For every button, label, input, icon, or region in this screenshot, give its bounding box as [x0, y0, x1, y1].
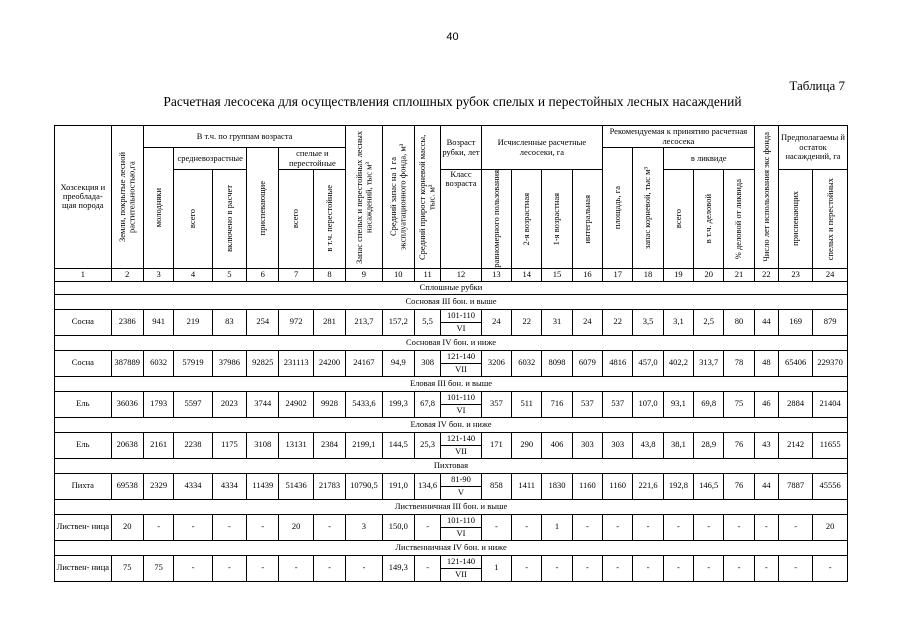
table-cell: -: [724, 555, 754, 581]
column-number: 19: [663, 268, 693, 281]
column-number: 10: [382, 268, 414, 281]
table-cell: -: [313, 514, 345, 540]
table-cell: 716: [542, 391, 572, 417]
column-number: 22: [754, 268, 778, 281]
header-mature-total: всего: [279, 170, 313, 269]
header-business: в т.ч. деловой: [694, 170, 724, 269]
table-row: [55, 473, 848, 499]
header-hozsection: Хозсекция и преоблада- щая порода: [55, 126, 112, 269]
species-cell: Сосна: [55, 309, 112, 335]
page-number: 40: [446, 31, 459, 43]
table-cell: -: [724, 514, 754, 540]
header-liquid-total: всего: [663, 170, 693, 269]
table-cell: 2238: [174, 432, 212, 458]
column-number: 11: [414, 268, 440, 281]
table-cell: 2384: [313, 432, 345, 458]
table-cell: 24: [481, 309, 511, 335]
table-cell: 2142: [778, 432, 812, 458]
table-cell: 2199,1: [346, 432, 382, 458]
table-cell: 858: [481, 473, 511, 499]
column-number: 7: [279, 268, 313, 281]
table-cell: 313,7: [694, 350, 724, 376]
table-cell: 78: [724, 350, 754, 376]
table-cell: 45556: [813, 473, 848, 499]
table-cell: 3: [346, 514, 382, 540]
header-root-stock: запас корневой, тыс м³: [633, 148, 663, 269]
section-row: [55, 281, 848, 294]
column-number: 23: [778, 268, 812, 281]
table-cell: 4334: [212, 473, 246, 499]
table-cell: -: [212, 555, 246, 581]
table-cell: -: [754, 514, 778, 540]
table-cell: 3108: [247, 432, 279, 458]
table-row: [55, 555, 848, 581]
table-cell: 157,2: [382, 309, 414, 335]
table-header: [55, 126, 848, 295]
table-cell: 22: [512, 309, 542, 335]
felling-age-value: 101-110: [441, 392, 480, 404]
table-cell: 169: [778, 309, 812, 335]
table-cell: -: [572, 555, 602, 581]
table-cell: 4816: [603, 350, 633, 376]
table-body: [55, 294, 848, 581]
group-row: [55, 540, 848, 555]
column-number: 9: [346, 268, 382, 281]
table-cell: -: [603, 514, 633, 540]
species-cell: Ель: [55, 391, 112, 417]
table-cell: -: [572, 514, 602, 540]
table-cell: 231113: [279, 350, 313, 376]
column-number: 17: [603, 268, 633, 281]
header-age2: 2-я возрастная: [512, 170, 542, 269]
header-expected-rest: Предполагаемы й остаток насаждений, га: [778, 126, 847, 170]
header-business-pct: % деловой от ликвида: [724, 170, 754, 269]
table-cell: 221,6: [633, 473, 663, 499]
table-cell: 107,0: [633, 391, 663, 417]
table-cell: 48: [754, 350, 778, 376]
table-cell: -: [313, 555, 345, 581]
header-lands: Земли, покрытые лесной растительностью,га: [111, 126, 143, 269]
header-approaching: приспевающие: [247, 148, 279, 269]
table-cell: -: [414, 555, 440, 581]
felling-age-value: 101-110: [441, 515, 480, 527]
table-cell: -: [694, 555, 724, 581]
table-cell: -: [174, 555, 212, 581]
age-class-value: VI: [456, 404, 466, 415]
header-liquid: в ликвиде: [663, 148, 754, 170]
table-cell: 229370: [813, 350, 848, 376]
table-cell: 2023: [212, 391, 246, 417]
age-cell: [441, 432, 481, 458]
table-cell: 6079: [572, 350, 602, 376]
header-calc-cuts: Исчисленные расчетные лесосеки, га: [481, 126, 602, 170]
table-cell: 1830: [542, 473, 572, 499]
felling-table: [54, 125, 848, 582]
table-cell: 94,9: [382, 350, 414, 376]
table-cell: 219: [174, 309, 212, 335]
table-cell: 83: [212, 309, 246, 335]
table-cell: 457,0: [633, 350, 663, 376]
table-cell: 406: [542, 432, 572, 458]
column-number: 4: [174, 268, 212, 281]
table-cell: -: [542, 555, 572, 581]
table-cell: 7887: [778, 473, 812, 499]
table-cell: 46: [754, 391, 778, 417]
group-name: Лиственничная IV бон. и ниже: [55, 540, 848, 555]
table-row: [55, 350, 848, 376]
table-cell: 76: [724, 473, 754, 499]
table-cell: 1160: [603, 473, 633, 499]
table-cell: 69538: [111, 473, 143, 499]
felling-age-value: 121-140: [441, 433, 480, 445]
species-cell: Сосна: [55, 350, 112, 376]
table-cell: -: [778, 555, 812, 581]
table-cell: 22: [603, 309, 633, 335]
table-cell: 75: [724, 391, 754, 417]
header-area: площадь, га: [603, 148, 633, 269]
table-cell: 199,3: [382, 391, 414, 417]
group-name: Пихтовая: [55, 458, 848, 473]
header-felling-age: Возраст рубки, лет: [441, 126, 481, 170]
age-class-value: VII: [455, 363, 467, 374]
age-class-value: VII: [455, 568, 467, 579]
header-overmature-incl: в т.ч. перестойные: [313, 170, 345, 269]
table-cell: 4334: [174, 473, 212, 499]
table-cell: 76: [724, 432, 754, 458]
felling-age-value: 101-110: [441, 310, 480, 322]
column-number: 16: [572, 268, 602, 281]
table-cell: 51436: [279, 473, 313, 499]
age-cell: [441, 555, 481, 581]
table-cell: 24902: [279, 391, 313, 417]
table-cell: 1160: [572, 473, 602, 499]
table-cell: 31: [542, 309, 572, 335]
table-cell: 308: [414, 350, 440, 376]
table-cell: 192,8: [663, 473, 693, 499]
table-cell: 25,3: [414, 432, 440, 458]
table-cell: 1411: [512, 473, 542, 499]
species-cell: Листвен- ница: [55, 514, 112, 540]
table-cell: 402,2: [663, 350, 693, 376]
table-cell: 10790,5: [346, 473, 382, 499]
header-mature-overmature: спелые и перестойные: [279, 148, 346, 170]
table-cell: 2884: [778, 391, 812, 417]
table-cell: -: [247, 514, 279, 540]
table-cell: 290: [512, 432, 542, 458]
table-cell: 69,8: [694, 391, 724, 417]
table-cell: 11655: [813, 432, 848, 458]
table-cell: 146,5: [694, 473, 724, 499]
table-cell: 2161: [143, 432, 173, 458]
table-cell: -: [778, 514, 812, 540]
table-row: [55, 432, 848, 458]
column-number: 20: [694, 268, 724, 281]
table-cell: 9928: [313, 391, 345, 417]
table-cell: -: [481, 514, 511, 540]
table-row: [55, 309, 848, 335]
table-cell: 65406: [778, 350, 812, 376]
table-cell: 75: [143, 555, 173, 581]
table-cell: 3,5: [633, 309, 663, 335]
table-label: Таблица 7: [789, 78, 845, 93]
header-by-age-groups: В т.ч. по группам возраста: [143, 126, 345, 148]
table-cell: 303: [572, 432, 602, 458]
header-middle-included: включено в расчет: [212, 170, 246, 269]
table-cell: 6032: [512, 350, 542, 376]
header-avg-growth: Средний прирост корневой массы, тыс. м³: [414, 126, 440, 269]
table-cell: -: [663, 555, 693, 581]
column-number: 24: [813, 268, 848, 281]
felling-age-value: 81-90: [441, 474, 480, 486]
table-cell: 6032: [143, 350, 173, 376]
table-cell: 21404: [813, 391, 848, 417]
column-number: 1: [55, 268, 112, 281]
table-cell: 387889: [111, 350, 143, 376]
table-cell: 171: [481, 432, 511, 458]
column-number: 14: [512, 268, 542, 281]
header-age-class: Класс возраста: [441, 170, 481, 269]
table-cell: 37986: [212, 350, 246, 376]
table-cell: 67,8: [414, 391, 440, 417]
section-title: Сплошные рубки: [55, 281, 848, 294]
table-cell: -: [212, 514, 246, 540]
column-number: 8: [313, 268, 345, 281]
table-cell: 213,7: [346, 309, 382, 335]
table-cell: 8098: [542, 350, 572, 376]
species-cell: Листвен- ница: [55, 555, 112, 581]
table-cell: 3,1: [663, 309, 693, 335]
table-cell: 134,6: [414, 473, 440, 499]
table-cell: 1175: [212, 432, 246, 458]
column-number: 2: [111, 268, 143, 281]
table-cell: 879: [813, 309, 848, 335]
table-cell: 2329: [143, 473, 173, 499]
table-cell: 1: [481, 555, 511, 581]
header-rest-mature: спелых и перестойных: [813, 170, 848, 269]
header-middle-aged: средневозрастные: [174, 148, 247, 170]
header-young: молодняки: [143, 148, 173, 269]
age-cell: [441, 514, 481, 540]
header-recommended: Рекомендуемая к принятию расчетная лесосека: [603, 126, 755, 148]
column-number: 5: [212, 268, 246, 281]
header-even-use: равномерного пользования: [481, 170, 511, 269]
table-cell: 20: [279, 514, 313, 540]
table-cell: -: [754, 555, 778, 581]
table-cell: -: [346, 555, 382, 581]
group-name: Еловая III бон. и выше: [55, 376, 848, 391]
species-cell: Ель: [55, 432, 112, 458]
table-cell: 5597: [174, 391, 212, 417]
column-number: 21: [724, 268, 754, 281]
table-cell: 2,5: [694, 309, 724, 335]
table-cell: 24200: [313, 350, 345, 376]
table-cell: 44: [754, 309, 778, 335]
header-middle-total: всего: [174, 170, 212, 269]
table-cell: 20: [813, 514, 848, 540]
header-age1: 1-я возрастная: [542, 170, 572, 269]
table-cell: 281: [313, 309, 345, 335]
table-cell: 38,1: [663, 432, 693, 458]
group-row: [55, 417, 848, 432]
table-row: [55, 514, 848, 540]
table-cell: 150,0: [382, 514, 414, 540]
table-cell: 537: [572, 391, 602, 417]
table-cell: -: [512, 514, 542, 540]
table-cell: 24: [572, 309, 602, 335]
table-cell: 57919: [174, 350, 212, 376]
table-cell: -: [414, 514, 440, 540]
table-cell: 303: [603, 432, 633, 458]
age-cell: [441, 473, 481, 499]
header-stock: Запас спелых и перестойных лесных насаждений, тыс м³: [346, 126, 382, 269]
age-class-value: VI: [456, 322, 466, 333]
table-cell: 80: [724, 309, 754, 335]
table-cell: -: [174, 514, 212, 540]
table-cell: 254: [247, 309, 279, 335]
column-number-row: [55, 268, 848, 281]
species-cell: Пихта: [55, 473, 112, 499]
age-class-value: V: [457, 486, 465, 497]
table-cell: 1: [542, 514, 572, 540]
table-cell: -: [512, 555, 542, 581]
group-row: [55, 335, 848, 350]
table-cell: 511: [512, 391, 542, 417]
felling-age-value: 121-140: [441, 556, 480, 568]
table-cell: 5433,6: [346, 391, 382, 417]
table-cell: 24167: [346, 350, 382, 376]
table-cell: 149,3: [382, 555, 414, 581]
table-cell: -: [247, 555, 279, 581]
table-cell: -: [603, 555, 633, 581]
age-cell: [441, 350, 481, 376]
table-cell: 972: [279, 309, 313, 335]
table-cell: 941: [143, 309, 173, 335]
header-avg-stock: Средний запас на 1 га эксплуатационного фонда, м³: [382, 126, 414, 269]
group-row: [55, 294, 848, 309]
table-cell: 21783: [313, 473, 345, 499]
document-title: Расчетная лесосека для осуществления сплошных рубок спелых и перестойных лесных насаждений: [163, 94, 742, 109]
group-name: Лиственничная III бон. и выше: [55, 499, 848, 514]
table-cell: 537: [603, 391, 633, 417]
header-years-use: Число лет использования экс фонда: [754, 126, 778, 269]
table-cell: 44: [754, 473, 778, 499]
group-name: Сосновая III бон. и выше: [55, 294, 848, 309]
table-cell: 11439: [247, 473, 279, 499]
header-integral: интегральная: [572, 170, 602, 269]
table-cell: 75: [111, 555, 143, 581]
group-row: [55, 499, 848, 514]
column-number: 3: [143, 268, 173, 281]
table-cell: -: [663, 514, 693, 540]
table-cell: 5,5: [414, 309, 440, 335]
table-cell: -: [813, 555, 848, 581]
column-number: 13: [481, 268, 511, 281]
table-cell: 43,8: [633, 432, 663, 458]
header-rest-approaching: приспевающих: [778, 170, 812, 269]
table-cell: 3744: [247, 391, 279, 417]
table-cell: 93,1: [663, 391, 693, 417]
table-cell: -: [633, 555, 663, 581]
column-number: 15: [542, 268, 572, 281]
table-cell: -: [143, 514, 173, 540]
column-number: 12: [441, 268, 481, 281]
table-cell: -: [279, 555, 313, 581]
group-row: [55, 376, 848, 391]
age-cell: [441, 391, 481, 417]
age-cell: [441, 309, 481, 335]
felling-age-value: 121-140: [441, 351, 480, 363]
table-cell: -: [694, 514, 724, 540]
column-number: 6: [247, 268, 279, 281]
group-name: Еловая IV бон. и ниже: [55, 417, 848, 432]
age-class-value: VI: [456, 527, 466, 538]
column-number: 18: [633, 268, 663, 281]
table-cell: 13131: [279, 432, 313, 458]
table-cell: 144,5: [382, 432, 414, 458]
table-cell: 20638: [111, 432, 143, 458]
table-cell: 20: [111, 514, 143, 540]
table-row: [55, 391, 848, 417]
group-row: [55, 458, 848, 473]
table-cell: 357: [481, 391, 511, 417]
table-cell: 1793: [143, 391, 173, 417]
table-cell: 92825: [247, 350, 279, 376]
table-cell: -: [633, 514, 663, 540]
group-name: Сосновая IV бон. и ниже: [55, 335, 848, 350]
table-cell: 2386: [111, 309, 143, 335]
table-cell: 36036: [111, 391, 143, 417]
table-cell: 3206: [481, 350, 511, 376]
table-cell: 28,9: [694, 432, 724, 458]
table-cell: 43: [754, 432, 778, 458]
age-class-value: VII: [455, 445, 467, 456]
table-cell: 191,0: [382, 473, 414, 499]
